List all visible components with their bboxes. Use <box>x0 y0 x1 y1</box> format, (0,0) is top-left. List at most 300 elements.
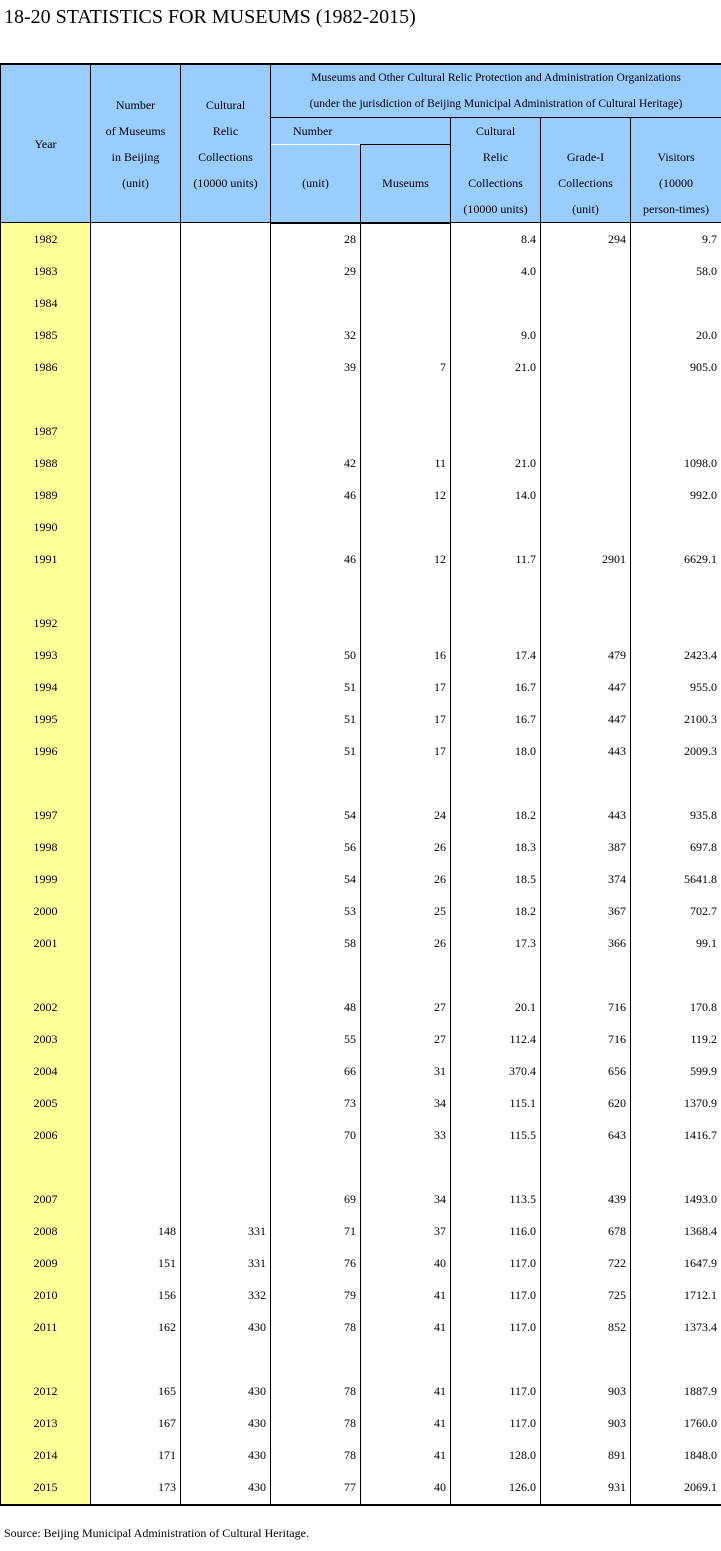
cell-num-beijing <box>91 352 181 384</box>
cell-org-relic: 18.2 <box>451 800 541 832</box>
cell-relic: 332 <box>181 1280 271 1312</box>
cell-grade1: 656 <box>541 1056 631 1088</box>
cell-num-beijing: 151 <box>91 1248 181 1280</box>
spacer-cell <box>361 1152 451 1184</box>
cell-num-beijing: 162 <box>91 1312 181 1344</box>
year-cell: 1985 <box>1 320 91 352</box>
cell-org-relic: 17.4 <box>451 640 541 672</box>
year-cell: 2002 <box>1 992 91 1024</box>
spacer-cell <box>451 768 541 800</box>
cell-number: 58 <box>271 928 361 960</box>
cell-relic <box>181 864 271 896</box>
spacer-cell <box>181 960 271 992</box>
table-row <box>1 320 721 352</box>
cell-relic <box>181 288 271 320</box>
cell-grade1: 852 <box>541 1312 631 1344</box>
header-relic-collections <box>181 64 271 223</box>
cell-grade1: 439 <box>541 1184 631 1216</box>
cell-museums: 17 <box>361 704 451 736</box>
table-row <box>1 1024 721 1056</box>
cell-number: 50 <box>271 640 361 672</box>
cell-number <box>271 416 361 448</box>
table-row <box>1 1376 721 1408</box>
cell-visitors: 697.8 <box>631 832 721 864</box>
spacer-cell <box>541 1152 631 1184</box>
cell-grade1: 366 <box>541 928 631 960</box>
cell-relic <box>181 800 271 832</box>
table-row <box>1 223 721 256</box>
cell-museums: 41 <box>361 1280 451 1312</box>
cell-museums: 31 <box>361 1056 451 1088</box>
spacer-cell <box>451 1344 541 1376</box>
cell-visitors: 2009.3 <box>631 736 721 768</box>
header-org-relic-line: Cultural <box>475 124 516 138</box>
cell-num-beijing <box>91 832 181 864</box>
cell-org-relic: 126.0 <box>451 1472 541 1505</box>
spacer-cell <box>631 576 721 608</box>
year-cell: 1988 <box>1 448 91 480</box>
cell-num-beijing: 156 <box>91 1280 181 1312</box>
cell-relic: 331 <box>181 1248 271 1280</box>
spacer-cell <box>181 1152 271 1184</box>
spacer-cell <box>271 1344 361 1376</box>
cell-relic <box>181 1120 271 1152</box>
cell-visitors: 99.1 <box>631 928 721 960</box>
cell-museums: 11 <box>361 448 451 480</box>
year-cell: 1987 <box>1 416 91 448</box>
cell-num-beijing <box>91 1088 181 1120</box>
cell-num-beijing <box>91 864 181 896</box>
spacer-cell <box>91 1152 181 1184</box>
cell-relic <box>181 1184 271 1216</box>
spacer-cell <box>91 768 181 800</box>
cell-grade1 <box>541 256 631 288</box>
spacer-row <box>1 384 721 416</box>
year-cell: 2013 <box>1 1408 91 1440</box>
year-cell: 2008 <box>1 1216 91 1248</box>
cell-museums <box>361 288 451 320</box>
cell-grade1: 643 <box>541 1120 631 1152</box>
year-cell: 1996 <box>1 736 91 768</box>
cell-relic <box>181 1056 271 1088</box>
spacer-cell <box>451 1152 541 1184</box>
cell-visitors: 1647.9 <box>631 1248 721 1280</box>
cell-museums: 33 <box>361 1120 451 1152</box>
table-row <box>1 1440 721 1472</box>
cell-number: 77 <box>271 1472 361 1505</box>
year-cell: 2006 <box>1 1120 91 1152</box>
cell-org-relic: 112.4 <box>451 1024 541 1056</box>
header-org-relic-line: (10000 units) <box>463 202 528 216</box>
cell-grade1 <box>541 512 631 544</box>
cell-num-beijing: 165 <box>91 1376 181 1408</box>
cell-grade1: 443 <box>541 736 631 768</box>
cell-relic: 430 <box>181 1408 271 1440</box>
table-row <box>1 1216 721 1248</box>
cell-org-relic: 18.3 <box>451 832 541 864</box>
spacer-row <box>1 960 721 992</box>
cell-museums: 27 <box>361 992 451 1024</box>
cell-visitors: 1493.0 <box>631 1184 721 1216</box>
cell-visitors: 2100.3 <box>631 704 721 736</box>
cell-museums: 7 <box>361 352 451 384</box>
table-row <box>1 352 721 384</box>
cell-visitors: 905.0 <box>631 352 721 384</box>
header-organizations-line: Museums and Other Cultural Relic Protection and Administration Organizations <box>311 72 681 84</box>
year-cell: 1984 <box>1 288 91 320</box>
cell-org-relic: 18.5 <box>451 864 541 896</box>
spacer-cell <box>91 1344 181 1376</box>
cell-museums: 26 <box>361 832 451 864</box>
year-cell: 2005 <box>1 1088 91 1120</box>
spacer-cell <box>181 384 271 416</box>
cell-number: 66 <box>271 1056 361 1088</box>
spacer-cell <box>1 960 91 992</box>
cell-museums <box>361 223 451 256</box>
header-org-relic-collections <box>451 118 541 223</box>
cell-num-beijing <box>91 480 181 512</box>
cell-visitors: 58.0 <box>631 256 721 288</box>
table-row <box>1 1088 721 1120</box>
cell-grade1: 903 <box>541 1376 631 1408</box>
cell-museums: 12 <box>361 480 451 512</box>
spacer-cell <box>451 384 541 416</box>
cell-visitors: 992.0 <box>631 480 721 512</box>
header-grade1-line: Collections <box>558 176 613 190</box>
cell-num-beijing <box>91 320 181 352</box>
table-body <box>1 223 721 1505</box>
cell-num-beijing <box>91 896 181 928</box>
year-cell: 2000 <box>1 896 91 928</box>
table-row <box>1 288 721 320</box>
cell-visitors: 599.9 <box>631 1056 721 1088</box>
header-number-unit: (unit) <box>271 145 361 223</box>
header-organizations-group <box>271 64 721 118</box>
cell-number: 55 <box>271 1024 361 1056</box>
cell-relic <box>181 448 271 480</box>
table-row <box>1 992 721 1024</box>
cell-num-beijing <box>91 608 181 640</box>
table-row <box>1 1056 721 1088</box>
cell-org-relic: 18.0 <box>451 736 541 768</box>
cell-num-beijing: 167 <box>91 1408 181 1440</box>
spacer-cell <box>181 576 271 608</box>
cell-num-beijing <box>91 256 181 288</box>
cell-number: 51 <box>271 672 361 704</box>
table-row <box>1 480 721 512</box>
cell-relic <box>181 223 271 256</box>
cell-org-relic: 9.0 <box>451 320 541 352</box>
cell-org-relic: 115.5 <box>451 1120 541 1152</box>
cell-grade1: 716 <box>541 1024 631 1056</box>
cell-relic <box>181 1024 271 1056</box>
table-row <box>1 1312 721 1344</box>
cell-relic <box>181 736 271 768</box>
cell-number <box>271 288 361 320</box>
cell-number: 73 <box>271 1088 361 1120</box>
cell-relic <box>181 704 271 736</box>
year-cell: 1986 <box>1 352 91 384</box>
header-relic-collections-line: (10000 units) <box>193 175 258 190</box>
year-cell: 1997 <box>1 800 91 832</box>
cell-org-relic <box>451 416 541 448</box>
table-row <box>1 1120 721 1152</box>
cell-num-beijing: 171 <box>91 1440 181 1472</box>
cell-relic <box>181 320 271 352</box>
year-cell: 1999 <box>1 864 91 896</box>
cell-number: 69 <box>271 1184 361 1216</box>
cell-visitors: 5641.8 <box>631 864 721 896</box>
table-row <box>1 864 721 896</box>
year-cell: 1994 <box>1 672 91 704</box>
cell-org-relic: 21.0 <box>451 352 541 384</box>
cell-org-relic: 113.5 <box>451 1184 541 1216</box>
header-museums-in-beijing-line: Number <box>115 97 156 112</box>
cell-org-relic: 14.0 <box>451 480 541 512</box>
year-cell: 1989 <box>1 480 91 512</box>
spacer-cell <box>541 384 631 416</box>
spacer-cell <box>541 960 631 992</box>
cell-museums: 25 <box>361 896 451 928</box>
cell-grade1 <box>541 288 631 320</box>
cell-relic <box>181 832 271 864</box>
cell-num-beijing: 173 <box>91 1472 181 1505</box>
header-grade1-line: Grade-I <box>566 150 605 164</box>
year-cell: 2010 <box>1 1280 91 1312</box>
table-row <box>1 736 721 768</box>
cell-visitors: 702.7 <box>631 896 721 928</box>
cell-visitors: 20.0 <box>631 320 721 352</box>
cell-org-relic: 8.4 <box>451 223 541 256</box>
cell-museums <box>361 608 451 640</box>
cell-number <box>271 608 361 640</box>
spacer-cell <box>1 1152 91 1184</box>
cell-num-beijing <box>91 512 181 544</box>
cell-org-relic: 11.7 <box>451 544 541 576</box>
cell-grade1 <box>541 608 631 640</box>
cell-visitors <box>631 416 721 448</box>
cell-grade1: 447 <box>541 704 631 736</box>
table-row <box>1 928 721 960</box>
cell-num-beijing <box>91 1024 181 1056</box>
cell-grade1 <box>541 448 631 480</box>
cell-visitors: 1712.1 <box>631 1280 721 1312</box>
year-cell: 1995 <box>1 704 91 736</box>
year-cell: 2012 <box>1 1376 91 1408</box>
year-cell: 1982 <box>1 223 91 256</box>
cell-number: 76 <box>271 1248 361 1280</box>
cell-museums: 41 <box>361 1408 451 1440</box>
spacer-cell <box>361 384 451 416</box>
cell-org-relic: 4.0 <box>451 256 541 288</box>
cell-number: 48 <box>271 992 361 1024</box>
table-row <box>1 416 721 448</box>
cell-number: 78 <box>271 1408 361 1440</box>
cell-number: 32 <box>271 320 361 352</box>
table-row <box>1 800 721 832</box>
cell-visitors: 1373.4 <box>631 1312 721 1344</box>
cell-grade1: 387 <box>541 832 631 864</box>
cell-org-relic: 117.0 <box>451 1248 541 1280</box>
table-row <box>1 640 721 672</box>
cell-relic <box>181 640 271 672</box>
cell-number: 28 <box>271 223 361 256</box>
year-cell: 2003 <box>1 1024 91 1056</box>
year-cell: 1992 <box>1 608 91 640</box>
header-relic-collections-line: Collections <box>198 149 253 164</box>
spacer-cell <box>631 1344 721 1376</box>
cell-museums: 17 <box>361 736 451 768</box>
spacer-cell <box>631 768 721 800</box>
cell-museums <box>361 416 451 448</box>
spacer-cell <box>91 384 181 416</box>
year-cell: 2004 <box>1 1056 91 1088</box>
cell-museums: 12 <box>361 544 451 576</box>
cell-museums <box>361 320 451 352</box>
cell-grade1 <box>541 480 631 512</box>
cell-org-relic <box>451 608 541 640</box>
cell-visitors: 9.7 <box>631 223 721 256</box>
cell-museums <box>361 512 451 544</box>
cell-museums: 37 <box>361 1216 451 1248</box>
cell-grade1: 903 <box>541 1408 631 1440</box>
year-cell: 1990 <box>1 512 91 544</box>
header-grade1-line: (unit) <box>572 202 599 216</box>
cell-visitors: 1368.4 <box>631 1216 721 1248</box>
header-museums-in-beijing-line: (unit) <box>122 175 149 190</box>
cell-museums: 17 <box>361 672 451 704</box>
cell-num-beijing <box>91 1184 181 1216</box>
cell-number: 46 <box>271 544 361 576</box>
spacer-cell <box>271 960 361 992</box>
cell-museums: 34 <box>361 1184 451 1216</box>
cell-relic: 430 <box>181 1312 271 1344</box>
table-row <box>1 256 721 288</box>
year-cell: 1993 <box>1 640 91 672</box>
cell-org-relic: 117.0 <box>451 1312 541 1344</box>
table-row <box>1 896 721 928</box>
cell-number: 53 <box>271 896 361 928</box>
header-relic-collections-line: Relic <box>212 123 239 138</box>
header-organizations-line: (under the jurisdiction of Beijing Municipal Administration of Cultural Heritage) <box>309 98 683 110</box>
spacer-cell <box>631 960 721 992</box>
spacer-cell <box>361 1344 451 1376</box>
cell-number: 71 <box>271 1216 361 1248</box>
cell-number: 78 <box>271 1440 361 1472</box>
cell-grade1: 367 <box>541 896 631 928</box>
cell-relic <box>181 352 271 384</box>
spacer-cell <box>361 768 451 800</box>
header-visitors-line: Visitors <box>657 150 695 164</box>
year-cell: 2001 <box>1 928 91 960</box>
header-number: Number <box>271 118 451 145</box>
cell-visitors: 119.2 <box>631 1024 721 1056</box>
table-row <box>1 544 721 576</box>
year-cell: 1983 <box>1 256 91 288</box>
cell-number: 78 <box>271 1376 361 1408</box>
cell-grade1: 443 <box>541 800 631 832</box>
cell-num-beijing <box>91 928 181 960</box>
cell-relic: 430 <box>181 1440 271 1472</box>
cell-org-relic: 115.1 <box>451 1088 541 1120</box>
cell-number: 46 <box>271 480 361 512</box>
cell-visitors <box>631 288 721 320</box>
header-museums-in-beijing <box>91 64 181 223</box>
cell-org-relic: 21.0 <box>451 448 541 480</box>
cell-museums: 16 <box>361 640 451 672</box>
header-grade1-collections <box>541 118 631 223</box>
cell-org-relic: 128.0 <box>451 1440 541 1472</box>
spacer-cell <box>361 576 451 608</box>
cell-num-beijing <box>91 448 181 480</box>
cell-museums <box>361 256 451 288</box>
cell-num-beijing <box>91 800 181 832</box>
table-row <box>1 1280 721 1312</box>
cell-grade1: 891 <box>541 1440 631 1472</box>
cell-number: 51 <box>271 736 361 768</box>
cell-relic <box>181 256 271 288</box>
cell-visitors: 170.8 <box>631 992 721 1024</box>
cell-num-beijing: 148 <box>91 1216 181 1248</box>
cell-num-beijing <box>91 704 181 736</box>
cell-org-relic <box>451 512 541 544</box>
cell-relic <box>181 512 271 544</box>
cell-grade1: 2901 <box>541 544 631 576</box>
cell-grade1: 479 <box>541 640 631 672</box>
cell-grade1: 447 <box>541 672 631 704</box>
cell-grade1 <box>541 320 631 352</box>
cell-relic <box>181 992 271 1024</box>
cell-relic <box>181 544 271 576</box>
cell-visitors: 6629.1 <box>631 544 721 576</box>
spacer-cell <box>271 576 361 608</box>
cell-number: 54 <box>271 864 361 896</box>
year-cell: 1998 <box>1 832 91 864</box>
cell-relic <box>181 896 271 928</box>
cell-relic: 430 <box>181 1472 271 1505</box>
header-year: Year <box>1 64 91 223</box>
header-org-relic-line: Relic <box>482 150 509 164</box>
year-cell: 1991 <box>1 544 91 576</box>
cell-org-relic: 16.7 <box>451 672 541 704</box>
cell-grade1: 716 <box>541 992 631 1024</box>
table-row <box>1 672 721 704</box>
spacer-cell <box>451 960 541 992</box>
museum-statistics-table <box>0 63 721 1506</box>
cell-grade1: 722 <box>541 1248 631 1280</box>
spacer-cell <box>1 384 91 416</box>
spacer-cell <box>271 384 361 416</box>
cell-number: 78 <box>271 1312 361 1344</box>
header-museums: Museums <box>361 145 451 223</box>
page-title: 18-20 STATISTICS FOR MUSEUMS (1982-2015) <box>4 6 416 28</box>
cell-number: 70 <box>271 1120 361 1152</box>
year-cell: 2007 <box>1 1184 91 1216</box>
cell-num-beijing <box>91 1120 181 1152</box>
spacer-cell <box>1 576 91 608</box>
cell-visitors: 2423.4 <box>631 640 721 672</box>
cell-number: 56 <box>271 832 361 864</box>
spacer-cell <box>1 768 91 800</box>
spacer-cell <box>631 384 721 416</box>
spacer-cell <box>271 1152 361 1184</box>
cell-museums: 41 <box>361 1376 451 1408</box>
year-cell: 2011 <box>1 1312 91 1344</box>
cell-num-beijing <box>91 544 181 576</box>
header-visitors-line: (10000 <box>659 176 694 190</box>
year-cell: 2015 <box>1 1472 91 1505</box>
cell-org-relic: 18.2 <box>451 896 541 928</box>
